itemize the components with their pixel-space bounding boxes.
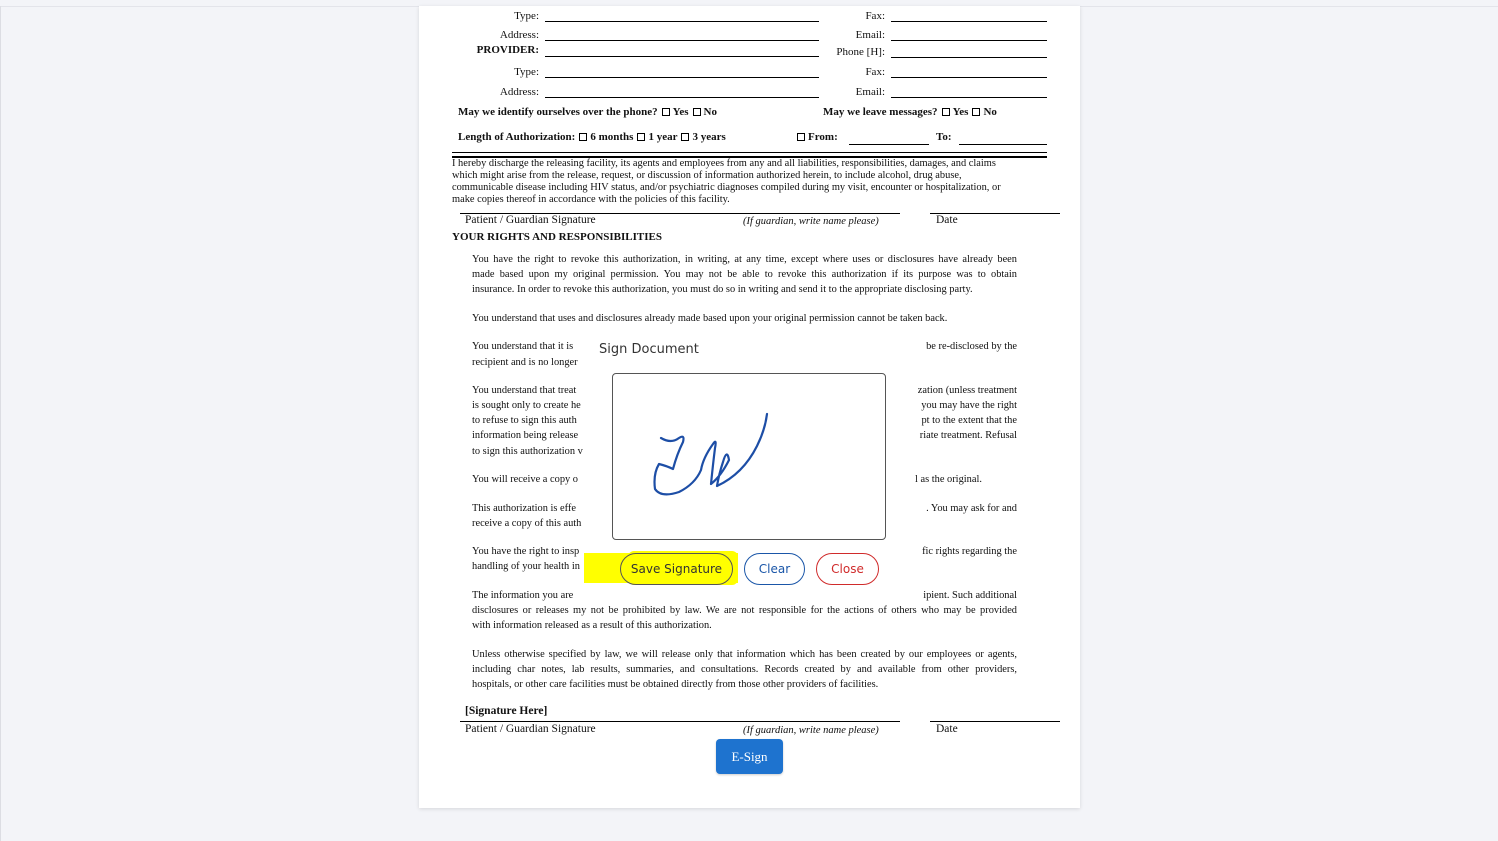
patient-signature-label-1: Patient / Guardian Signature bbox=[465, 214, 596, 226]
p6-line-2: receive a copy of this auth bbox=[472, 518, 582, 529]
messages-yes-label: Yes bbox=[952, 106, 969, 118]
rights-heading: YOUR RIGHTS AND RESPONSIBILITIES bbox=[452, 231, 662, 243]
p4-line-3b: pt to the extent that the bbox=[921, 415, 1017, 426]
release-paragraph bbox=[452, 158, 1027, 206]
divider-top bbox=[452, 152, 1047, 153]
p4-line-2a: is sought only to create he bbox=[472, 400, 581, 411]
provider-type-label: Type: bbox=[514, 66, 539, 78]
p7-line-1a: You have the right to insp bbox=[472, 546, 580, 557]
to-field[interactable] bbox=[959, 144, 1047, 145]
messages-question: May we leave messages? bbox=[823, 106, 938, 118]
p3-line-1a: You understand that it is bbox=[472, 341, 574, 352]
identify-question: May we identify ourselves over the phone? bbox=[458, 106, 658, 118]
rights-paragraph-9 bbox=[472, 647, 1017, 692]
p4-line-2b: you may have the right bbox=[921, 400, 1017, 411]
p9-line-1: Unless otherwise specified by law, we will release only that information which has been created by our employees or agents, bbox=[472, 649, 1017, 660]
p1-line-1: You have the right to revoke this authorization, in writing, at any time, except where uses or disclosures have already been bbox=[472, 254, 1017, 265]
phone-label: Phone [H]: bbox=[836, 46, 885, 58]
p8-line-3: with information released as a result of this authorization. bbox=[472, 620, 712, 631]
p9-line-2: including char notes, lab results, summaries, and consultations. Records created by and available from other providers, bbox=[472, 664, 1017, 675]
identify-yes-label: Yes bbox=[672, 106, 689, 118]
identify-no-label: No bbox=[703, 106, 717, 118]
address-label: Address: bbox=[499, 29, 539, 41]
provider-fax-label: Fax: bbox=[865, 66, 885, 78]
release-line-1: I hereby discharge the releasing facility, its agents and employees from any and all liabilities, responsibilities, damages, and claims bbox=[452, 158, 996, 169]
sign-document-modal bbox=[584, 332, 914, 595]
six-months-label: 6 months bbox=[590, 131, 634, 143]
provider-fax-field[interactable] bbox=[891, 77, 1047, 78]
one-year-checkbox[interactable] bbox=[637, 133, 645, 141]
identify-no-checkbox[interactable] bbox=[693, 108, 701, 116]
rights-paragraph-8-rest bbox=[472, 603, 1017, 633]
date-label-2: Date bbox=[936, 723, 958, 735]
from-field[interactable] bbox=[849, 144, 929, 145]
modal-title: Sign Document bbox=[599, 342, 699, 357]
release-line-2: which might arise from the release, request, or discussion of information authorized herein, to include alcohol, drug abuse, bbox=[452, 170, 962, 181]
clear-button[interactable]: Clear bbox=[744, 553, 805, 585]
p8-line-1b: ipient. Such additional bbox=[923, 590, 1017, 601]
length-row bbox=[458, 131, 726, 144]
p9-line-3: hospitals, or other care facilities must be obtained directly from those other providers of facilities. bbox=[472, 679, 879, 690]
messages-yes-checkbox[interactable] bbox=[942, 108, 950, 116]
rights-paragraph-1 bbox=[472, 252, 1017, 297]
length-label: Length of Authorization: bbox=[458, 131, 576, 143]
provider-label: PROVIDER: bbox=[476, 44, 539, 56]
viewport-left-border bbox=[0, 6, 1, 841]
provider-field[interactable] bbox=[545, 56, 819, 57]
date-label-1: Date bbox=[936, 214, 958, 226]
type-label: Type: bbox=[514, 10, 539, 22]
p5-line-1a: You will receive a copy o bbox=[472, 474, 579, 485]
signature-pad[interactable] bbox=[612, 373, 886, 540]
guardian-note-1: (If guardian, write name please) bbox=[743, 216, 879, 227]
e-sign-button[interactable]: E-Sign bbox=[716, 739, 783, 774]
from-label: From: bbox=[808, 131, 838, 143]
from-checkbox[interactable] bbox=[797, 133, 805, 141]
patient-signature-label-2: Patient / Guardian Signature bbox=[465, 723, 596, 735]
to-label: To: bbox=[936, 131, 952, 143]
phone-field[interactable] bbox=[891, 57, 1047, 58]
p8-line-1a: The information you are bbox=[472, 590, 574, 601]
date-line-2[interactable] bbox=[930, 721, 1060, 722]
p4-line-4b: riate treatment. Refusal bbox=[919, 430, 1017, 441]
provider-email-label: Email: bbox=[855, 86, 885, 98]
p4-line-5: to sign this authorization v bbox=[472, 446, 583, 457]
email-field[interactable] bbox=[891, 40, 1047, 41]
rights-paragraph-2 bbox=[472, 311, 1017, 326]
p3-line-1b: be re-disclosed by the bbox=[926, 341, 1017, 352]
messages-question-row bbox=[823, 106, 997, 119]
close-button[interactable]: Close bbox=[816, 553, 879, 585]
p5-line-1b: l as the original. bbox=[915, 474, 982, 485]
fax-field[interactable] bbox=[891, 21, 1047, 22]
messages-no-checkbox[interactable] bbox=[972, 108, 980, 116]
p4-line-4a: information being release bbox=[472, 430, 579, 441]
save-signature-button[interactable]: Save Signature bbox=[620, 553, 733, 585]
signature-line-2[interactable] bbox=[460, 721, 900, 722]
p6-line-1a: This authorization is effe bbox=[472, 503, 576, 514]
provider-address-label: Address: bbox=[499, 86, 539, 98]
one-year-label: 1 year bbox=[648, 131, 678, 143]
provider-type-field[interactable] bbox=[545, 77, 819, 78]
p1-line-3: insurance. In order to revoke this authorization, you must do so in writing and send it to the appropriate disclosing party. bbox=[472, 284, 973, 295]
p6-line-1b: . You may ask for and bbox=[926, 503, 1017, 514]
from-row bbox=[793, 131, 838, 144]
p3-line-2: recipient and is no longer bbox=[472, 357, 578, 368]
signature-here-label: [Signature Here] bbox=[465, 705, 548, 717]
six-months-checkbox[interactable] bbox=[579, 133, 587, 141]
p2-line-1: You understand that uses and disclosures already made based upon your original permission cannot be taken back. bbox=[472, 313, 948, 324]
p4-line-1a: You understand that treat bbox=[472, 385, 577, 396]
p4-line-3a: to refuse to sign this auth bbox=[472, 415, 577, 426]
p1-line-2: made based upon my original permission. You may not be able to revoke this authorization if its purpose was to obtain bbox=[472, 269, 1017, 280]
three-years-checkbox[interactable] bbox=[681, 133, 689, 141]
p7-line-2: handling of your health in bbox=[472, 561, 580, 572]
identify-yes-checkbox[interactable] bbox=[662, 108, 670, 116]
p8-line-2: disclosures or releases my not be prohibited by law. We are not responsible for the actions of others who may be provided bbox=[472, 605, 1017, 616]
identify-question-row bbox=[458, 106, 717, 119]
type-field[interactable] bbox=[545, 21, 819, 22]
three-years-label: 3 years bbox=[692, 131, 726, 143]
provider-email-field[interactable] bbox=[891, 97, 1047, 98]
provider-address-field[interactable] bbox=[545, 97, 819, 98]
address-field[interactable] bbox=[545, 40, 819, 41]
messages-no-label: No bbox=[983, 106, 997, 118]
p4-line-1b: zation (unless treatment bbox=[917, 385, 1017, 396]
email-label: Email: bbox=[855, 29, 885, 41]
p7-line-1b: fic rights regarding the bbox=[922, 546, 1017, 557]
signature-stroke bbox=[613, 374, 885, 539]
release-line-4: make copies thereof in accordance with the policies of this facility. bbox=[452, 194, 730, 205]
guardian-note-2: (If guardian, write name please) bbox=[743, 725, 879, 736]
release-line-3: communicable disease including HIV status, and/or psychiatric diagnoses compiled during my visit, encounter or hospitalization, or bbox=[452, 182, 1001, 193]
fax-label: Fax: bbox=[865, 10, 885, 22]
